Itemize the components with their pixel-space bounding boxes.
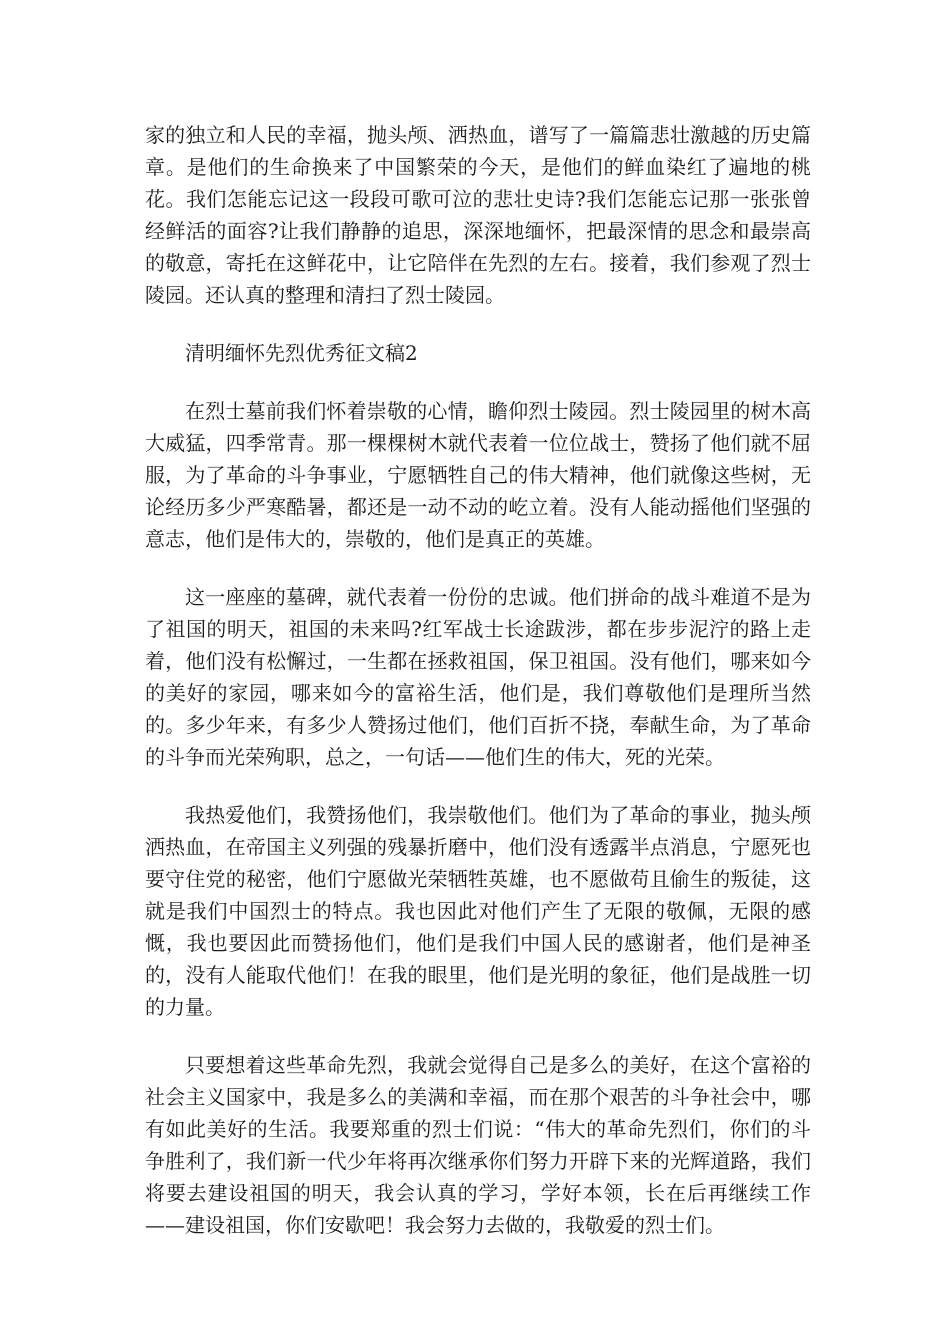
section-heading: 清明缅怀先烈优秀征文稿2 [185,341,418,365]
paragraph-continuation: 家的独立和人民的幸福，抛头颅、洒热血，谱写了一篇篇悲壮激越的历史篇章。是他们的生命换来了中国繁荣的今天，是他们的鲜血染红了遍地的桃花。我们怎能忘记这一段段可歌可泣的悲壮史诗?我们怎能忘记那一张张曾经鲜活的面容?让我们静静的追思，深深地缅怀，把最深情的思念和最崇高的敬意，寄托在这鲜花中，让它陪伴在先烈的左右。接着，我们参观了烈士陵园。还认真的整理和清扫了烈士陵园。 [145,123,811,307]
paragraph: 只要想着这些革命先烈，我就会觉得自己是多么的美好，在这个富裕的社会主义国家中，我是多么的美满和幸福，而在那个艰苦的斗争社会中，哪有如此美好的生活。我要郑重的烈士们说：“伟大的革命先烈们，你们的斗争胜利了，我们新一代少年将再次继承你们努力开辟下来的光辉道路，我们将要去建设祖国的明天，我会认真的学习，学好本领，长在后再继续工作——建设祖国，你们安歇吧！我会努力去做的，我敬爱的烈士们。 [145,1053,811,1237]
paragraph: 在烈士墓前我们怀着崇敬的心情，瞻仰烈士陵园。烈士陵园里的树木高大威猛，四季常青。那一棵棵树木就代表着一位位战士，赞扬了他们就不屈服，为了革命的斗争事业，宁愿牺牲自己的伟大精神，他们就像这些树，无论经历多少严寒酷暑，都还是一动不动的屹立着。没有人能动摇他们坚强的意志，他们是伟大的，崇敬的，他们是真正的英雄。 [145,399,811,551]
document-body [145,119,811,1267]
paragraph: 我热爱他们，我赞扬他们，我崇敬他们。他们为了革命的事业，抛头颅洒热血，在帝国主义列强的残暴折磨中，他们没有透露半点消息，宁愿死也要守住党的秘密，他们宁愿做光荣牺牲英雄，也不愿做苟且偷生的叛徒，这就是我们中国烈士的特点。我也因此对他们产生了无限的敬佩，无限的感慨，我也要因此而赞扬他们，他们是我们中国人民的感谢者，他们是神圣的，没有人能取代他们！在我的眼里，他们是光明的象征，他们是战胜一切的力量。 [145,803,811,1019]
paragraph: 这一座座的墓碑，就代表着一份份的忠诚。他们拼命的战斗难道不是为了祖国的明天，祖国的未来吗?红军战士长途跋涉，都在步步泥泞的路上走着，他们没有松懈过，一生都在拯救祖国，保卫祖国。没有他们，哪来如今的美好的家园，哪来如今的富裕生活，他们是，我们尊敬他们是理所当然的。多少年来，有多少人赞扬过他们，他们百折不挠，奉献生命，为了革命的斗争而光荣殉职，总之，一句话——他们生的伟大，死的光荣。 [145,585,811,769]
